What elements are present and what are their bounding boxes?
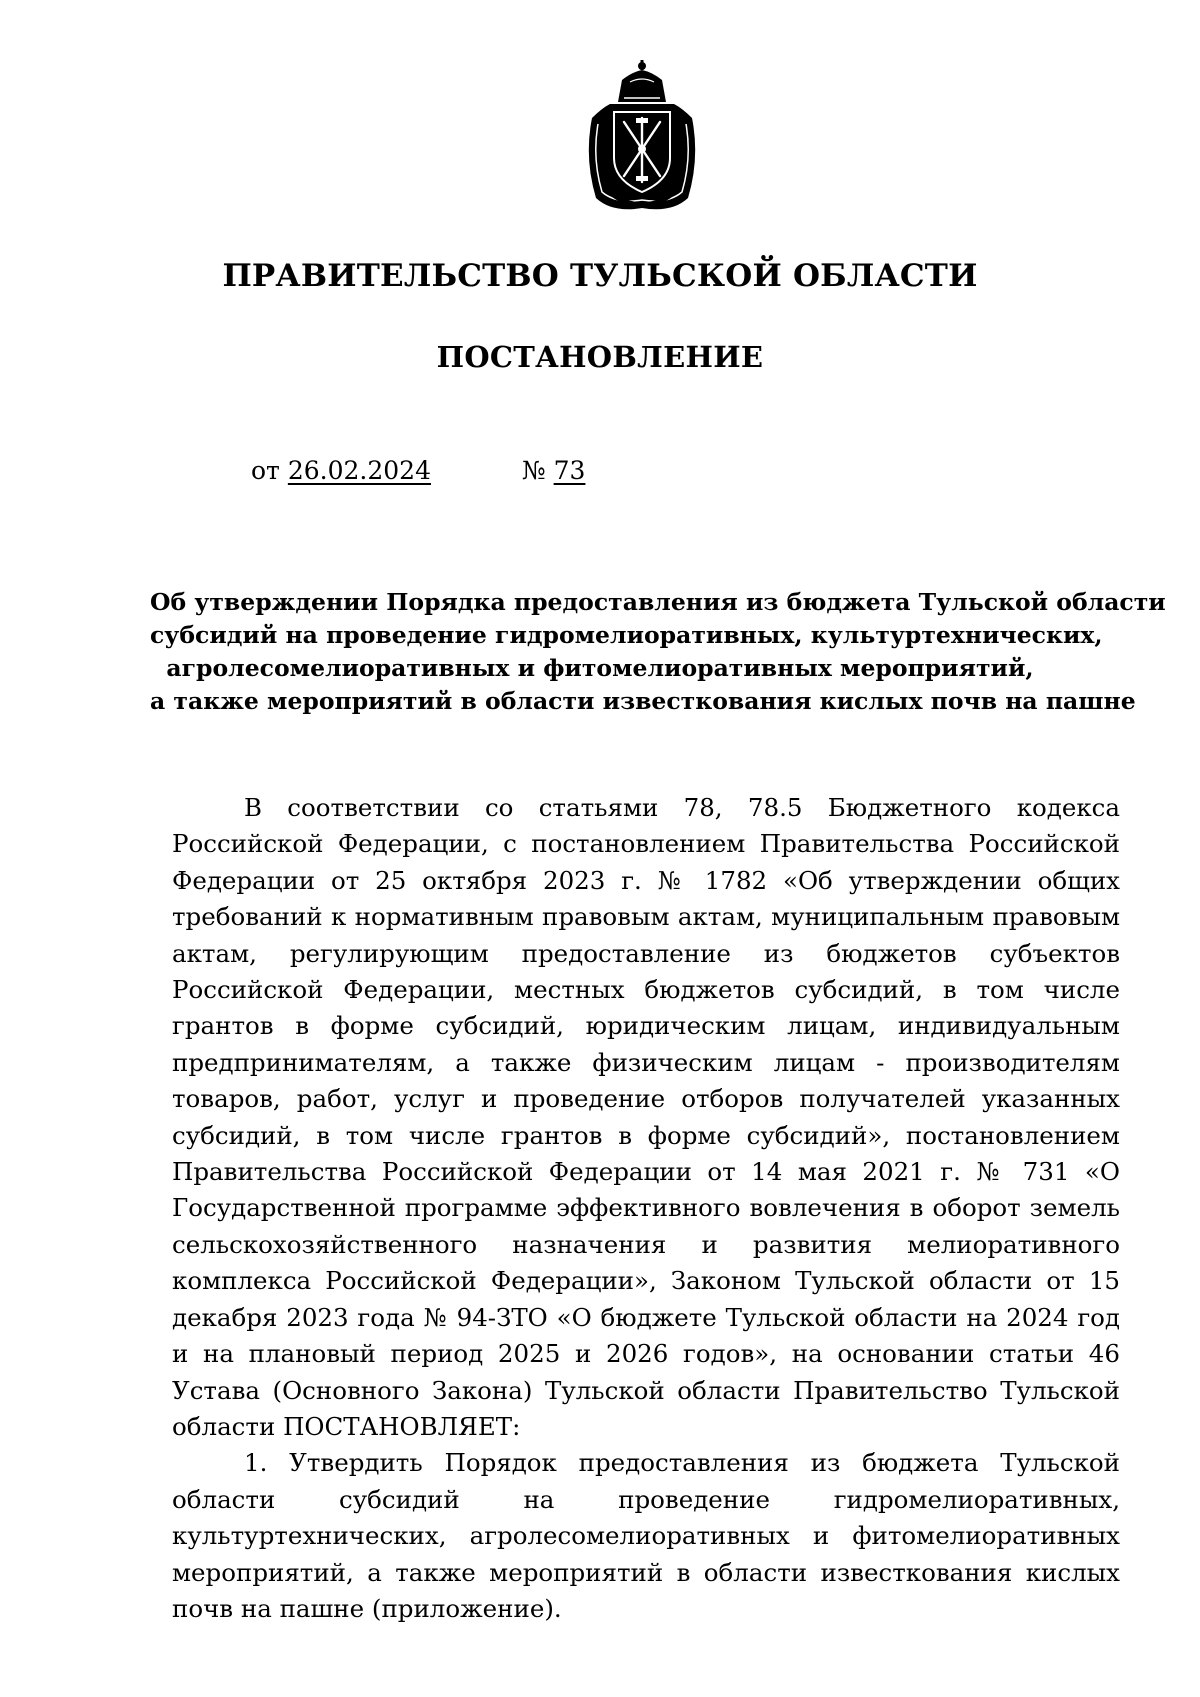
document-date bbox=[251, 456, 431, 485]
subject-line: субсидий на проведение гидромелиоративных, культуртехнических, bbox=[150, 621, 1103, 649]
organization-title: ПРАВИТЕЛЬСТВО ТУЛЬСКОЙ ОБЛАСТИ bbox=[222, 258, 978, 294]
number-value: 73 bbox=[553, 456, 586, 485]
document-subject bbox=[150, 586, 1166, 718]
body-paragraph-preamble: В соответствии со статьями 78, 78.5 Бюджетного кодекса Российской Федерации, с постановлением Правительства Российской Федерации от 25 октября 2023 г. № 1782 «Об утверждении общих требований к нормативным правовым актам, муниципальным правовым актам, регулирующим предоставление из бюджетов субъектов Российской Федерации, местных бюджетов субсидий, в том числе грантов в форме субсидий, юридическим лицам, индивидуальным предпринимателям, а также физическим лицам - производителям товаров, работ, услуг и проведение отборов получателей указанных субсидий, в том числе грантов в форме субсидий», постановлением Правительства Российской Федерации от 14 мая 2021 г. № 731 «О Государственной программе эффективного вовлечения в оборот земель сельскохозяйственного назначения и развития мелиоративного комплекса Российской Федерации», Законом Тульской области от 15 декабря 2023 года № 94-ЗТО «О бюджете Тульской области на 2024 год и на плановый период 2025 и 2026 годов», на основании статьи 46 Устава (Основного Закона) Тульской области Правительство Тульской области ПОСТАНОВЛЯЕТ: bbox=[172, 793, 1120, 1441]
date-value: 26.02.2024 bbox=[287, 456, 431, 485]
body-paragraph-item-1: 1. Утвердить Порядок предоставления из бюджета Тульской области субсидий на проведение гидромелиоративных, культуртехнических, агролесомелиоративных и фитомелиоративных мероприятий, а также мероприятий в области известкования кислых почв на пашне (приложение). bbox=[172, 1448, 1120, 1623]
date-prefix: от bbox=[251, 456, 280, 485]
number-prefix: № bbox=[522, 456, 546, 485]
document-number bbox=[522, 456, 585, 485]
document-type-title: ПОСТАНОВЛЕНИЕ bbox=[436, 340, 764, 374]
subject-line: а также мероприятий в области известкования кислых почв на пашне bbox=[150, 687, 1136, 715]
subject-line: Об утверждении Порядка предоставления из бюджета Тульской области bbox=[150, 588, 1166, 616]
tula-coat-of-arms-icon bbox=[582, 58, 702, 218]
subject-line: агролесомелиоративных и фитомелиоративных мероприятий, bbox=[166, 654, 1034, 682]
document-body bbox=[172, 790, 1120, 1627]
